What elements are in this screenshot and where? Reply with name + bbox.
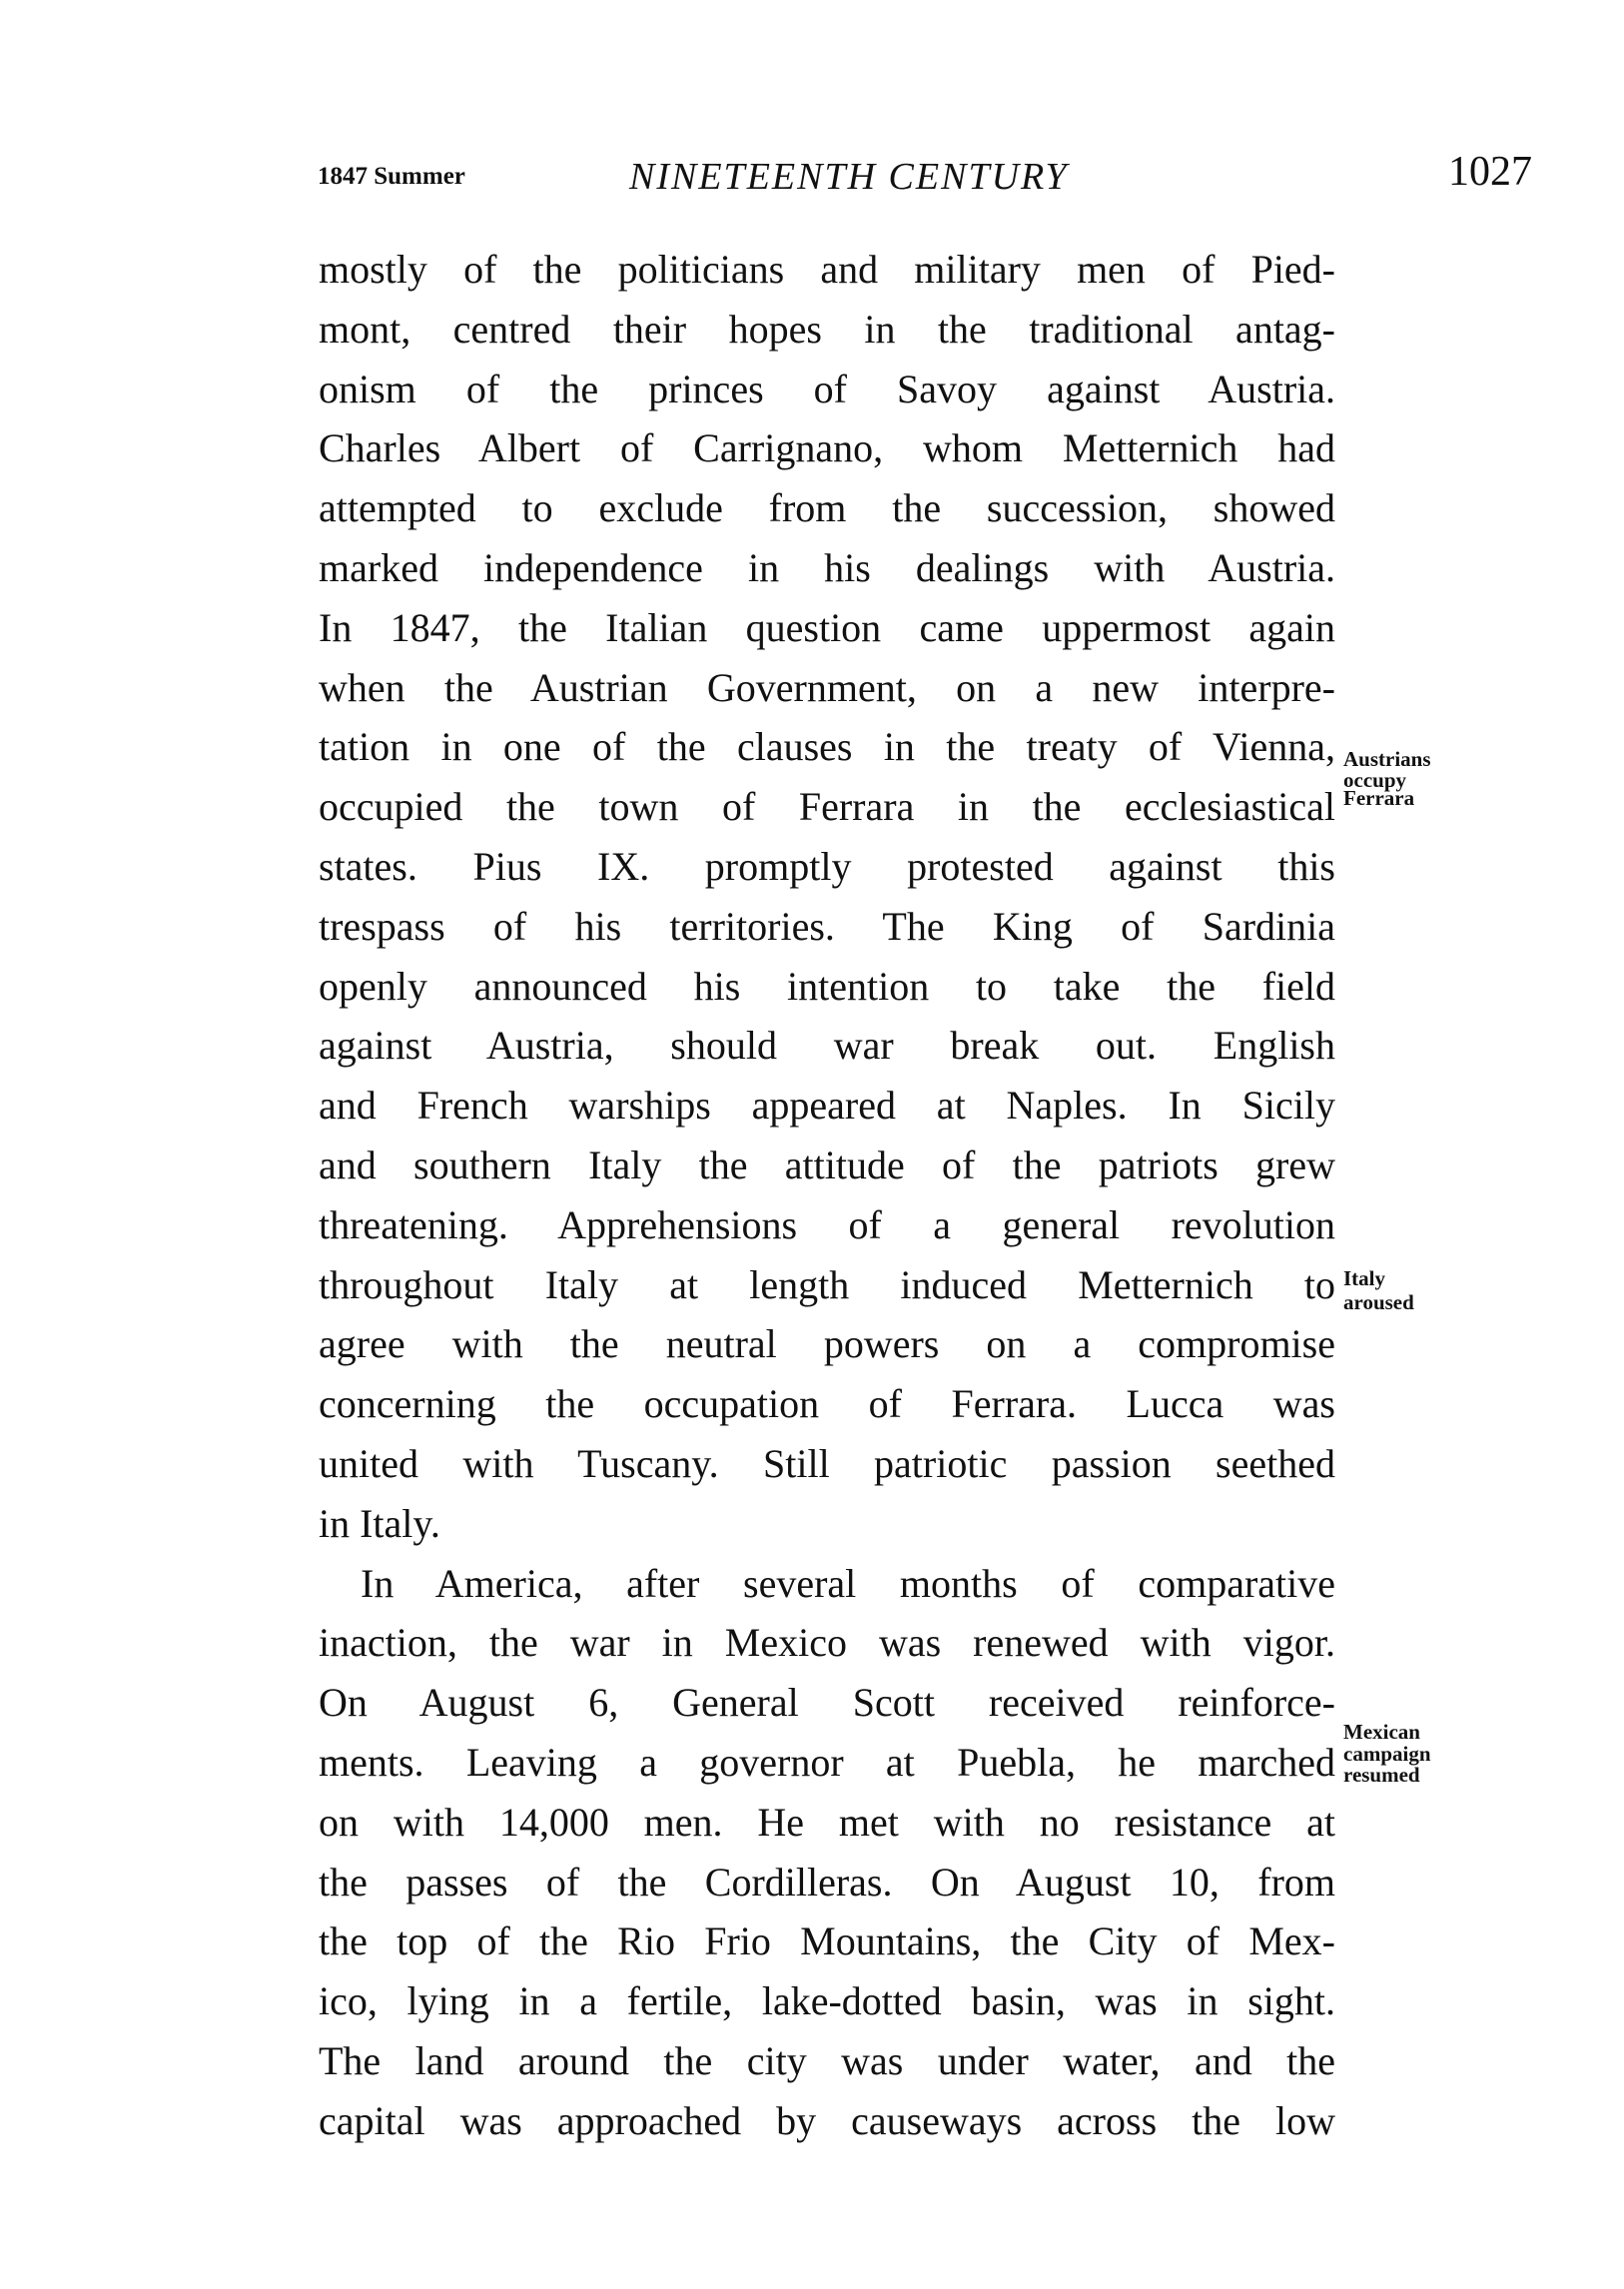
margin-note-line: Mexican	[1343, 1720, 1420, 1744]
text-line: ico, lying in a fertile, lake-dotted basin, was in sight.	[319, 1978, 1335, 2024]
text-line: the top of the Rio Frio Mountains, the City of Mex-	[319, 1918, 1335, 1964]
text-line: concerning the occupation of Ferrara. Lucca was	[319, 1381, 1335, 1427]
text-line: trespass of his territories. The King of Sardinia	[319, 903, 1335, 949]
text-line: On August 6, General Scott received reinforce-	[319, 1680, 1335, 1726]
text-line: agree with the neutral powers on a compromise	[319, 1321, 1335, 1367]
running-head-date: 1847 Summer	[318, 163, 465, 190]
text-line: mont, centred their hopes in the traditional antag-	[319, 306, 1335, 352]
page-number: 1027	[1448, 149, 1532, 195]
text-line: capital was approached by causeways across the low	[319, 2097, 1335, 2143]
text-line: in Italy.	[319, 1500, 440, 1546]
text-line: states. Pius IX. promptly protested against this	[319, 843, 1335, 889]
margin-note-line: Ferrara	[1343, 786, 1415, 810]
margin-note-line: aroused	[1343, 1290, 1414, 1314]
text-line: united with Tuscany. Still patriotic passion seethed	[319, 1440, 1335, 1486]
text-line: throughout Italy at length induced Metternich to	[319, 1261, 1335, 1307]
text-line: openly announced his intention to take the field	[319, 963, 1335, 1009]
text-line: tation in one of the clauses in the treaty of Vienna,	[319, 724, 1335, 770]
text-line: In America, after several months of comparative	[361, 1560, 1335, 1606]
margin-note-line: resumed	[1343, 1763, 1420, 1787]
text-line: ments. Leaving a governor at Puebla, he marched	[319, 1739, 1335, 1785]
text-line: In 1847, the Italian question came uppermost again	[319, 604, 1335, 650]
text-line: onism of the princes of Savoy against Austria.	[319, 366, 1335, 411]
text-line: and southern Italy the attitude of the patriots grew	[319, 1142, 1335, 1187]
text-line: Charles Albert of Carrignano, whom Metternich had	[319, 425, 1335, 471]
text-line: inaction, the war in Mexico was renewed with vigor.	[319, 1620, 1335, 1666]
margin-note-austrians	[1343, 747, 1431, 810]
margin-note-line: occupy	[1343, 768, 1406, 792]
text-line: threatening. Apprehensions of a general revolution	[319, 1201, 1335, 1247]
text-line: attempted to exclude from the succession, showed	[319, 485, 1335, 531]
text-line: the passes of the Cordilleras. On August 10, from	[319, 1859, 1335, 1905]
margin-note-line: campaign	[1343, 1742, 1431, 1766]
margin-note-line: Italy	[1343, 1266, 1385, 1290]
text-line: on with 14,000 men. He met with no resistance at	[319, 1799, 1335, 1845]
text-line: when the Austrian Government, on a new interpre-	[319, 664, 1335, 710]
margin-note-mexican	[1343, 1720, 1431, 1786]
margin-note-line: Austrians	[1343, 747, 1431, 771]
text-line: and French warships appeared at Naples. In Sicily	[319, 1083, 1335, 1129]
text-line: marked independence in his dealings with Austria.	[319, 544, 1335, 590]
text-line: occupied the town of Ferrara in the ecclesiastical	[319, 784, 1335, 830]
body-text	[319, 240, 1335, 2151]
text-line: The land around the city was under water, and the	[319, 2037, 1335, 2083]
text-line: against Austria, should war break out. English	[319, 1023, 1335, 1069]
text-line: mostly of the politicians and military men of Pied-	[319, 247, 1335, 292]
running-head-title: NINETEENTH CENTURY	[629, 156, 1069, 198]
margin-note-italy	[1343, 1266, 1414, 1314]
